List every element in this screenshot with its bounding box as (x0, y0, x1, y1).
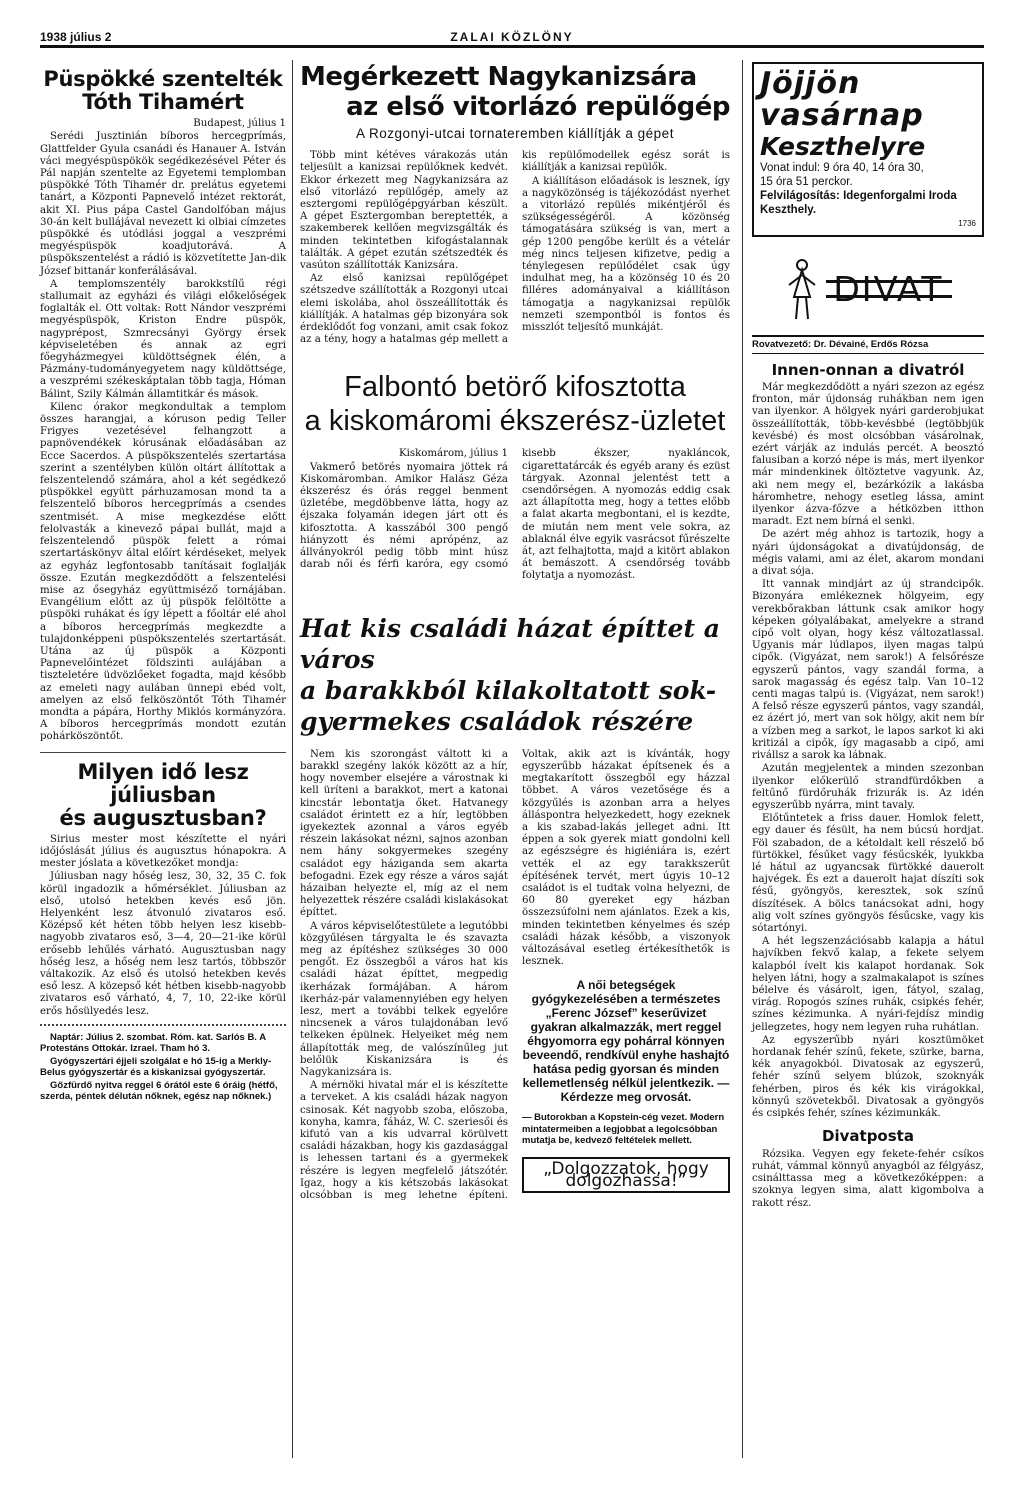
article-paragraph: A mérnöki hivatal már el is készítette a terveket. A kis családi házak nagyon csinosak. Két nagyobb szoba, előszoba, konyha, kamra, fáház, W. C. szeriesői és kifutó van a kis udvarral körülvett családi házakban, hogy kis gazdasággal is lehessen tartani és a gyermekek részére is legyen megfelelő játszótér. Igaz, hogy a kis kétszobás lakásokat olcsóbban is meg lehetne építeni. Voltak, akik azt is kívánták, hogy egyszerűbb házakat építsenek és a megtakarított összegből egy házzal többet. A város vezetősége és a közgyűlés is azonban arra a helyes álláspontra helyezkedett, hogy ezeknek a kis szabad-lakás jelleget adni. Itt éppen a sok gyerek miatt gondolni kell az egészségre és higiéniára is, ezért vették el az egy tarakkszerűt építésének tervét, mert úgyis 10–12 családot is el tudtak volna helyezni, de 60 80 gyereket egy házban összezsúfolni nem ajánlatos. Ezek a kis, minden tekintetben kényelmes és szép családi házak később, a viszonyok változásával esetleg értékesíthetők is lesznek. (300, 748, 730, 1201)
headline-burglary: Falbontó betörő kifosztotta a kiskomáromi ékszerész-üzletet (304, 371, 726, 438)
article-paragraph: Nem kis szorongást váltott ki a barakkl szegény lakók között az a hír, hogy november elsejére a várostnak ki kell üríteni a barakkot, mert a katonai kincstár lebontatja őket. Hatvanegy családot érintett ez a hír, legtöbben igyekeztek azonnal a város egyéb részein lakásokat nézni, sajnos azonban nem hány sokgyermekes szegény családot egy háziganda sem akarta befogadni. Ezek egy része a város saját házaiban helyezte el, míg az el nem helyezettek részére családi kislakásokat építtet. (300, 748, 508, 919)
article-paragraph: De azért még ahhoz is tartozik, hogy a nyári újdonságokat a divatújdonság, de mégis valami, ami az élet, akarom mondani a divat sója. (752, 529, 984, 578)
divat-wordmark: DIVAT (826, 280, 953, 298)
article-paragraph: Előtűntetek a friss dauer. Homlok felett, egy dauer és fésült, ha nem búcsú hordjat. Föl szabadon, de a kétoldalt kell részelő bő fürtökkel, fésűket vagy fésűcskék, lyukkba lé hátul az ugyancsak fürtökké dauerolt hajvégek. És ezt a dauerolt hajat díszíti sok fésű, gyöngyös, keresztek, sok színű díszítések. A bölcs tanácsokat adni, hogy alig volt színes gyöngyös fésűcske, vagy kis sótartónyi. (752, 813, 984, 934)
article-paragraph: Kilenc órakor megkondultak a templom összes harangjai, a kóruson pedig Teller Frigyes vezetésével felhangzott a papnövendékek kórusának előadásában az Ecce Sacerdos. A püspökszentelés szertartása szerint a szentélyben külön oltárt állítottak a felszentelendő számára, ahol a két segédkező püspökkel együtt párhuzamosan mond ta a felszentelő bíboros hercegprímás a csendes szentmisét. A mise megkezdése előtt felolvasták a kinevező pápai bullát, majd a felszentelendő püspök felett a római szertartáskönyv által előírt kérdéseket, melyek az egyház legfontosabb tanításait foglalják össze. Ezután megkezdődött a felszentelési mise az ősegyház együttmiséző tornájában. Evangélium előtt az új püspök felöltötte a püspöki ruhákat és így lépett a főoltár elé ahol a bíboros hercegprímás megkezdte a tulajdonképpeni püspökszentelés szertartását. Utána az új püspök a Központi Papnevelőintézet földszinti aulájában a tiszteletére üdvözlőeket fogadta, majd később az emeleti nagy aulában ünnepi ebéd volt, amelyen az első felköszöntőt Tóth Tihamér mondta a pápára, Horthy Miklós kormányzóra. A bíboros hercegprímás mondott ezután pohárköszöntőt. (40, 401, 286, 743)
paper-name: ZALAI KÖZLÖNY (450, 30, 574, 44)
column-left (40, 62, 286, 1104)
article-paragraph: Az első kanizsai repülőgépet szétszedve szállították a Rozgonyi utcai elemi iskolába, ahol összeállították és kiállítják. A hatalmas gép bizonyára sok érdeklődőt fog vonzani, amit csak fokoz az a tény, hogy a hatalmas gép mellett a kis repülőmodellek egész sorát is kiállítják a kanizsai repülők. (300, 150, 730, 346)
article-paragraph: Júliusban nagy hőség lesz, 30, 32, 35 C. fok körül ingadozik a hőmérséklet. Júliusban az első, utolsó hetekben kevés eső jön. Helyenként lesz átvonuló zivataros eső. Középső két héten több helyen lesz kisebb-nagyobb zivataros eső, 3—4, 20—21-ike körül erősebb lehűlés várható. Augusztusban nagy hőség lesz, a hőség nem lesz tartós, többször váltakozik. Az első és utolsó hetekben kevés eső lesz. A közepső két hétben kisebb-nagyobb zivataros eső várható, 4, 7, 10, 22-ike körül erős hősülyedés lesz. (40, 871, 286, 1017)
dateline-kiskomarom: Kiskomárom, július 1 (398, 448, 508, 460)
divider (40, 752, 286, 753)
column-center (300, 62, 730, 1202)
headline-glider-1: Megérkezett Nagykanizsára (300, 62, 697, 92)
ad-title-2: vasárnap (760, 98, 924, 133)
fashion-figure-icon (784, 257, 820, 321)
column-rule-2 (742, 60, 743, 1458)
burglary-article (300, 448, 730, 582)
issue-date: 1938 július 2 (40, 30, 112, 44)
divider (40, 1024, 286, 1026)
ad-train-times: Vonat indul: 9 óra 40, 14 óra 30, (760, 162, 924, 174)
headline-weather: Milyen idő lesz júliusban és augusztusban? (59, 759, 267, 830)
headline-fashion: Innen-onnan a divatról (771, 360, 965, 379)
glider-article (300, 150, 730, 346)
article-paragraph: Serédi Jusztinián bíboros hercegprímás, Glattfelder Gyula csanádi és Hanauer A. István váci megyéspüspökök segédkezésével Péter és Pál napján szentelte az Egyetemi templomban püspökké Tóth Tihamér dr. prelátus egyetemi tanárt, a Központi Papnevelő intézet rektorát, akit XI. Pius pápa Castel Gandolfóban május 30-án kelt bullájával nevezett ki olbiai címzetes püspökké és utódlási joggal a veszprémi megyéspüspök koadjutorává. A püspökszentelést a rádió is közvetítette Jan-dik József bittanár konferálásával. (40, 131, 286, 277)
column-rule-1 (292, 60, 293, 1458)
houses-article (300, 749, 730, 1203)
article-paragraph: Azután megjelentek a minden szezonban ilyenkor előkerülő strandfürdőkben a feltűnő fürdőruhák frizurák is. Az idén egyszerűbb nyárra, mint tavaly. (752, 763, 984, 811)
calendar-note: Naptár: Július 2. szombat. Róm. kat. Sarlós B. A Protestáns Ottokár. Izrael. Tham hó 3. (40, 1031, 266, 1055)
ad-info: Felvilágosítás: Idegenforgalmi Iroda Keszthely. (760, 190, 957, 216)
article-paragraph: Több mint kétéves várakozás után teljesült a kanizsai repülőknek kedvét. Ekkor érkezett meg Nagykanizsára az első vitorlázó repülőgép, amely az esztergomi repülőgépgyárban készült. A gépet Esztergomban bereptették, a szakemberek kellően megvizsgálták és minden tekintetben kifogástalannak találták. A gépet ezután szétszedték és vasúton szállították Kanizsára. (300, 150, 508, 272)
subheadline-glider: A Rozgonyi-utcai tornateremben kiállítják a gépet (356, 126, 674, 141)
column-editor: Rovatvezető: Dr. Dévainé, Erdős Rózsa (752, 335, 984, 354)
pharmacy-note: Gyógyszertári éjjeli szolgálat e hó 15-ig a Merkly-Belus gyógyszertár és a kiskanizsai gyógyszertár. (40, 1055, 272, 1079)
headline-glider-2: az első vitorlázó repülőgép (346, 92, 730, 122)
ferenc-jozsef-notice: A női betegségek gyógykezelésében a természetes „Ferenc József” keserűvizet gyakran alkalmazzák, mert reggel éhgyomorra egy pohárral könnyen beveendő, rendkívül enyhe hashajtó hatása pedig gyorsan és minden kellemetlenség nélkül jelentkezik. — Kérdezze meg orvosát. (522, 978, 730, 1105)
divat-logo-block (752, 243, 984, 335)
masthead (40, 28, 984, 48)
ad-train-times-2: 15 óra 51 perckor. (760, 176, 853, 188)
column-right (752, 62, 984, 1211)
ad-number: 1736 (958, 219, 976, 228)
article-paragraph: Rózsika. Vegyen egy fekete-fehér csíkos ruhát, vámmal könnyű anyagból az félgyász, csinálttassa meg a következőképpen: a szoknya legyen sima, alatt kigombolva a rakott rész. (752, 1148, 984, 1209)
ad-title-1: Jöjjön (760, 66, 861, 101)
dateline-budapest: Budapest, július 1 (193, 118, 286, 130)
article-paragraph: Már megkezdődött a nyári szezon az egész fronton, már újdonság ruhákban nem igen van ilyenkor. A hölgyek nyári garderobjukat összeállították, több-kevésbbé (legtöbbjük kevésbé) és most olcsóbban vásárolnak, ezért várják az indulás percét. A beosztó falusiban a korzó népe is más, mert ilyenkor már mindenkinek öltöztetve vagyunk. Az, aki nem megy el, bezárkózik a lakásba háromhetre, nehogy esetleg lássa, amint ilyenkor ázva-főzve a hétközben itthon maradt. Ezt nem bírná el senki. (752, 382, 984, 528)
headline-houses: Hat kis családi házat építtet a város a barakkból kilakoltatott sok- gyermekes családok részére (300, 613, 720, 736)
bath-note: Gőzfürdő nyitva reggel 6 órától este 6 óráig (hétfő, szerda, péntek délután nőknek, egész nap nőknek.) (40, 1079, 278, 1103)
article-paragraph: A hét legszenzációsabb kalapja a hátul hajvíkben fekvő kalap, a fekete selyem kalapból ívelt kis kalapot hordanak. Sok helyen látni, hogy a szalmakalapot is színes bélelve és vásárolt, igen, fátyol, szalag, virág. Ropogós színes ruhák, csipkés fehér, színes kézimunka. A nyári-fejdísz mindig jellegzetes, hogy nem legyen ruha ruhátlan. (752, 936, 984, 1033)
article-paragraph: A város képviselőtestülete a legutóbbi közgyűlésen tárgyalta le és szavazta meg az építéshez szükséges 30 000 pengőt. Ez összegből a város hat kis családi házat építtet, megpedig ikerházak formájában. A három ikerház-pár valamennyiében egy helyen lesz, mert a további telkek egyelőre nincsenek a város tulajdonában levő telkeken épülnek. Helyeiket még nem állapították meg, de valószínűleg jut belőlük Kiskanizsára is és Nagykanizsára is. (300, 920, 508, 1078)
article-paragraph: A kiállításon előadások is lesznek, így a nagyközönség is tájékozódást nyerhet a vitorlázó repülés mikéntjéről és szükségességéről. A közönség támogatására szükség is van, mert a gép 1200 pengőbe került és a vételár még nincs teljesen kifizetve, pedig a ténylegesen repülődélet csak úgy indulhat meg, ha a közönség 10 és 20 filléres adományaival a kiállításon támogatja a nagykanizsai repülők nemzeti szempontból is fontos és misszlót teljesítő munkáját. (522, 175, 730, 334)
article-paragraph: Sirius mester most készítette el nyári időjóslását július és augusztus hónapokra. A mester jóslata a következőket mondja: (40, 833, 286, 870)
furniture-notice: — Butorokban a Kopstein-cég vezet. Modern mintatermeiben a legjobbat a legolcsóbban mutatja be, kedvező feltételek mellett. (522, 1112, 725, 1147)
keszthely-ad (752, 62, 984, 237)
headline-fashion-post: Divatposta (822, 1127, 914, 1146)
article-paragraph: A templomszentély barokkstílű régi stallumait az egyházi és világi előkelőségek foglalták el. Ott voltak: Rott Nándor veszprémi megyéspüspök, Kriston Endre püspök, nagyprépost, Szmrecsányi György érsek képviseletében és annak az egri főegyházmegyei küldöttségnek élén, a Pázmány-tudományegyetem nagy küldöttsége, a veszprémi székeskáptalan több tagja, Hóman Bálint, Szily Kálmán államtitkár és mások. (40, 278, 286, 400)
article-paragraph: Itt vannak mindjárt az új strandcipők. Bizonyára emlékeznek hölgyeim, egy verekbőrakban láttunk csak amikor hogy képeken gólyalábakat, amelyekre a strand cipő volt olyan, hogy kész változatlassal. Ugyanis már lúdlapos, ilyen magas talpú cipők. (Vigyázat, nem sarok!) A felsőrésze egyszerű pántos, vagy szandál forma, a sarok magasság és egész talp. Van 10–12 centi magas talpú is. (Vigyázat, nem sarok!) A felső része egyszerű pántos, vagy szandál, ez ázért jó, mert van sok hölgy, akit nem bír a vízben meg a sarkot, le lapos sarkot ki aki kritizál a cipők, így magasabb a cipő, ami rivállsz a sarok ka lábnak. (752, 579, 984, 762)
article-paragraph: Vakmerő betörés nyomaira jöttek rá Kiskomáromban. Amikor Halász Géza ékszerész és órás reggel benment üzletébe, megdöbbenve látta, hogy az éjszaka folyamán idegen járt ott és kifosztotta. A kasszából 300 pengő hiányzott és némi aprópénz, az állványokról pedig több mint húsz darab női és férfi karóra, egy csomó kisebb ékszer, nyakláncok, cigarettatárcák és egyéb arany és ezüst tárgyak. Azonnal jelentést tett a csendőrségen. A nyomozás eddig csak azt állapította meg, hogy a tettes előbb a falat akarta megbontani, el is kezdte, de miután nem ment vele sokra, az ablaknál élve egyik vasrácsot fűrészelte át, azt felhajtotta, majd a kitört ablakon át bemászott. A csendőrség tovább folytatja a nyomozást. (300, 448, 730, 582)
slogan-box: „Dolgozzatok, hogy dolgozhassa!” (522, 1157, 730, 1193)
headline-bishop: Püspökké szentelték Tóth Tihamért (43, 67, 283, 115)
ad-title-3: Keszthelyre (760, 132, 926, 161)
article-paragraph: Az egyszerűbb nyári kosztümöket hordanak fehér színű, fekete, szürke, barna, kék anyagokból. Divatosak az egyszerű, fehér színű selyem blúzok, szoknyák fehérben, piros és kék kis virágokkal, könnyű szövetekből. Divatosak a gyöngyös és csipkés fehér, színes kézimunkák. (752, 1034, 984, 1119)
